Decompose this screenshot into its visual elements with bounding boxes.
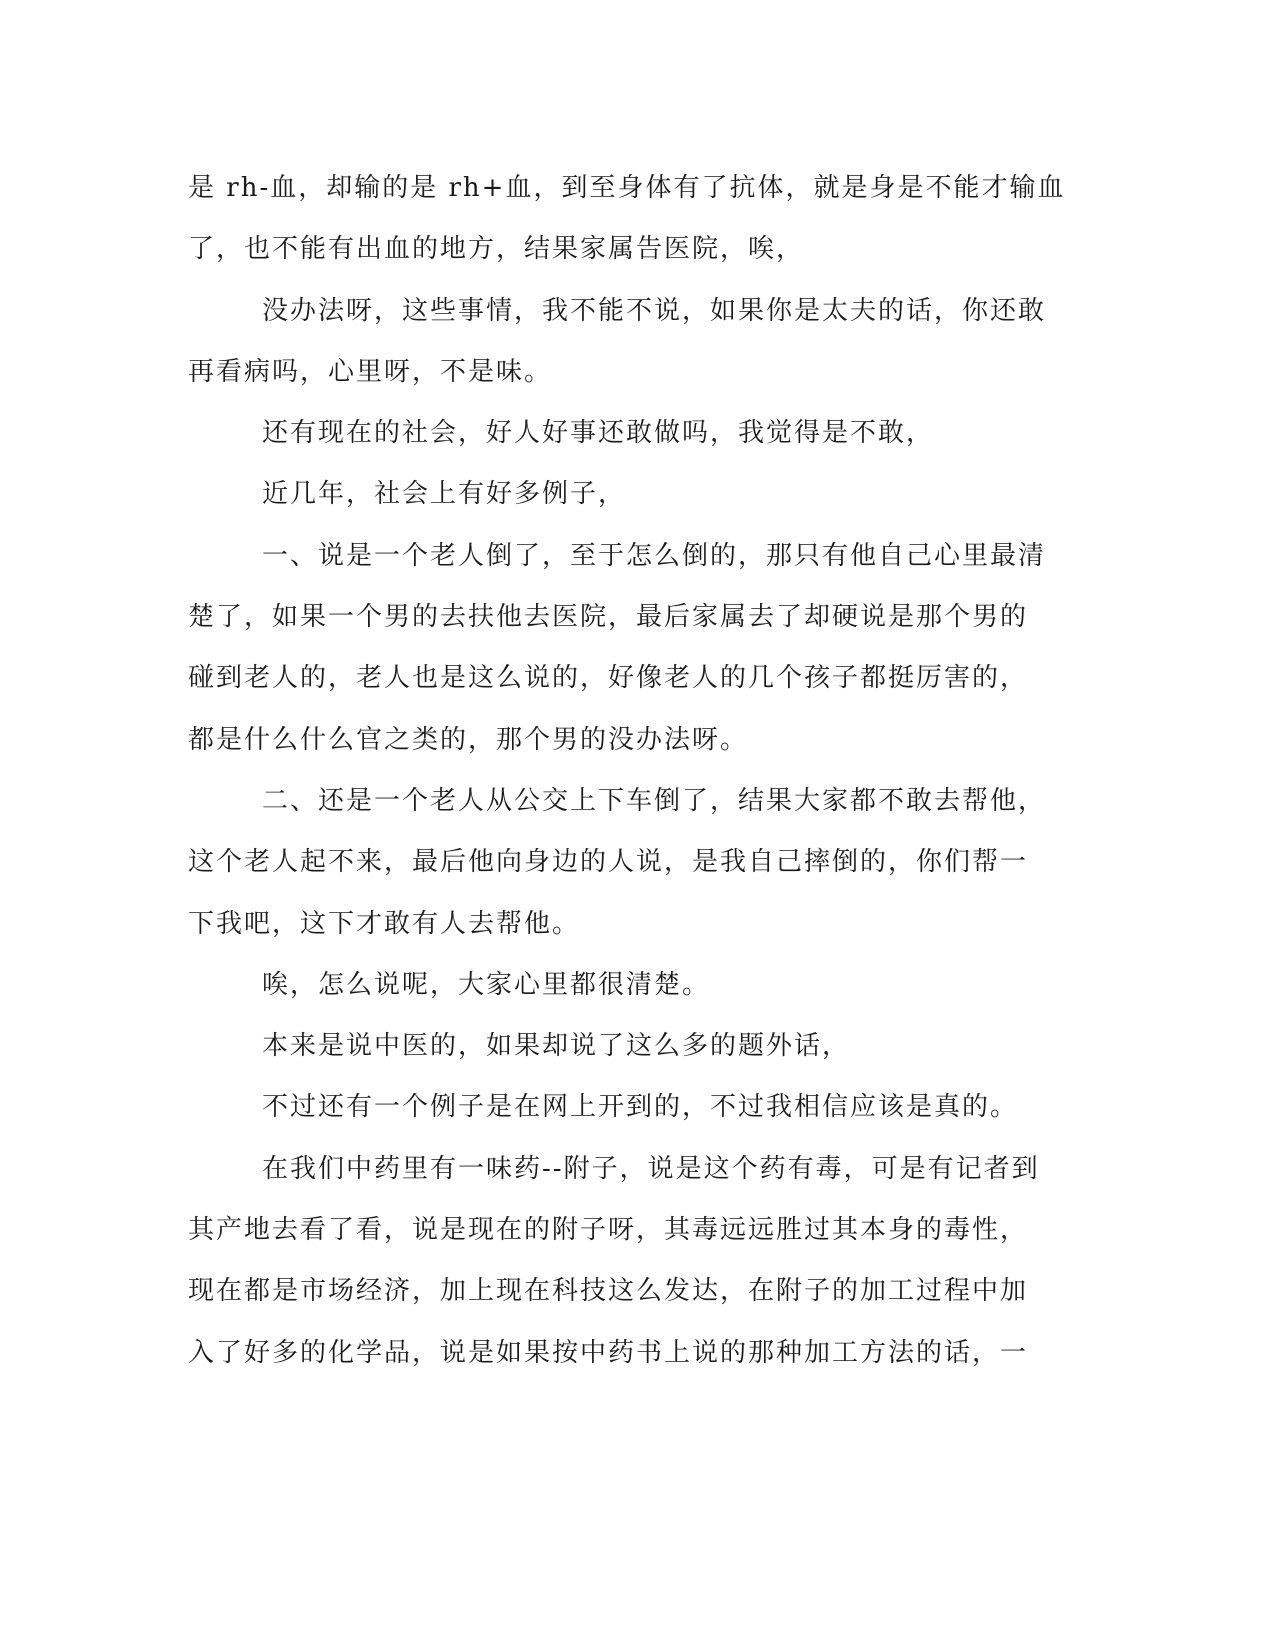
text-line: 其产地去看了看，说是现在的附子呀，其毒远远胜过其本身的毒性， xyxy=(188,1215,1029,1246)
paragraph-start-line: 二、还是一个老人从公交上下车倒了，结果大家都不敢去帮他， xyxy=(262,785,1047,816)
text-line: 都是什么什么官之类的，那个男的没办法呀。 xyxy=(188,724,749,755)
text-line: 是 rh-血，却输的是 rh+血，到至身体有了抗体，就是身是不能才输血 xyxy=(188,173,1066,203)
text-line: 这个老人起不来，最后他向身边的人说，是我自己摔倒的，你们帮一 xyxy=(188,847,1029,878)
paragraph-start-line: 本来是说中医的，如果却说了这么多的题外话， xyxy=(262,1031,851,1062)
paragraph-start-line: 还有现在的社会，好人好事还敢做吗，我觉得是不敢， xyxy=(262,418,935,449)
text-line: 碰到老人的，老人也是这么说的，好像老人的几个孩子都挺厉害的， xyxy=(188,663,1029,694)
text-line: 现在都是市场经济，加上现在科技这么发达，在附子的加工过程中加 xyxy=(188,1276,1029,1307)
text-line: 楚了，如果一个男的去扶他去医院，最后家属去了却硬说是那个男的 xyxy=(188,602,1029,633)
text-line: 了，也不能有出血的地方，结果家属告医院，唉， xyxy=(188,234,805,265)
text-line: 下我吧，这下才敢有人去帮他。 xyxy=(188,908,581,939)
paragraph-start-line: 唉，怎么说呢，大家心里都很清楚。 xyxy=(262,969,711,1000)
paragraph-start-line: 不过还有一个例子是在网上开到的，不过我相信应该是真的。 xyxy=(262,1092,1019,1123)
body-text xyxy=(188,158,1088,1384)
paragraph-start-line: 一、说是一个老人倒了，至于怎么倒的，那只有他自己心里最清 xyxy=(262,540,1047,571)
paragraph-start-line: 在我们中药里有一味药--附子，说是这个药有毒，可是有记者到 xyxy=(262,1153,1040,1184)
text-line: 再看病吗，心里呀，不是味。 xyxy=(188,356,553,387)
paragraph-start-line: 没办法呀，这些事情，我不能不说，如果你是太夫的话，你还敢 xyxy=(262,295,1047,326)
text-line: 入了好多的化学品，说是如果按中药书上说的那种加工方法的话，一 xyxy=(188,1337,1029,1368)
paragraph-start-line: 近几年，社会上有好多例子， xyxy=(262,479,627,510)
